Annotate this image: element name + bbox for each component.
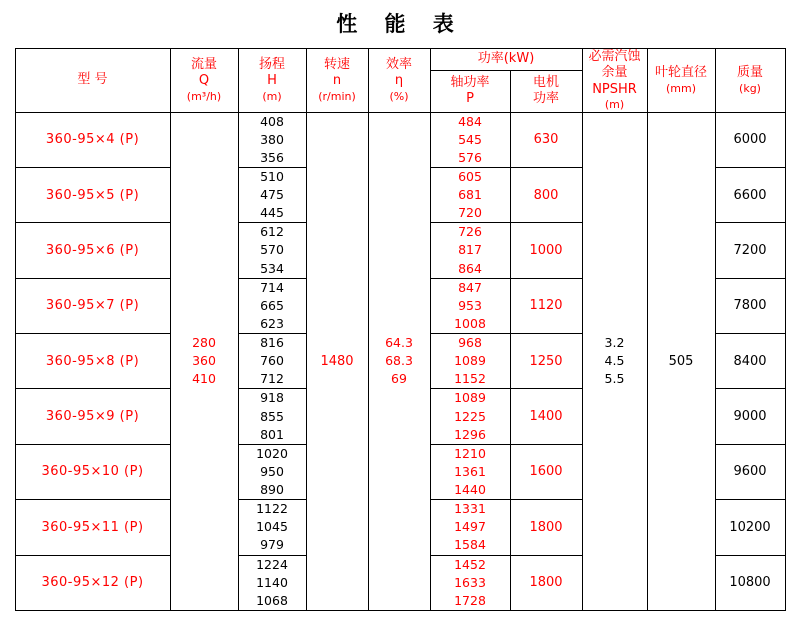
cell-head: [238, 389, 306, 444]
head-value: 760: [260, 353, 284, 369]
head-value: 918: [260, 390, 284, 406]
head-value: 380: [260, 131, 284, 147]
cell-head: [238, 500, 306, 555]
head-value: 1140: [256, 574, 288, 590]
head-value: 665: [260, 297, 284, 313]
header-efficiency-name: 效率: [385, 57, 412, 73]
head-value: 623: [260, 315, 284, 331]
header-shaft-power: [430, 70, 510, 112]
cell-head: [238, 278, 306, 333]
cell-motor-power: 1120: [510, 278, 582, 333]
shaft-power-value: 1331: [454, 501, 486, 517]
flow-value: 410: [192, 371, 216, 387]
header-efficiency-symbol: η: [394, 73, 404, 89]
header-shaft-power-symbol: P: [466, 91, 474, 107]
cell-model: 360-95×4 (P): [15, 112, 170, 167]
cell-shaft-power: [430, 167, 510, 222]
shaft-power-value: 576: [458, 149, 482, 165]
flow-value: 360: [192, 353, 216, 369]
header-speed-symbol: n: [332, 73, 342, 89]
shaft-power-value: 1497: [454, 519, 486, 535]
head-value: 714: [260, 279, 284, 295]
shaft-power-value: 484: [458, 113, 482, 129]
shaft-power-value: 1089: [454, 353, 486, 369]
header-weight-name: 质量: [736, 65, 763, 81]
cell-shaft-power: [430, 389, 510, 444]
cell-motor-power: 1400: [510, 389, 582, 444]
cell-motor-power: 1800: [510, 555, 582, 610]
header-npshr-name: 必需汽蚀余量: [588, 49, 641, 81]
cell-head: [238, 444, 306, 499]
shaft-power-value: 1152: [454, 371, 486, 387]
head-value: 475: [260, 187, 284, 202]
cell-motor-power: 800: [510, 167, 582, 222]
cell-motor-power: 1600: [510, 444, 582, 499]
head-value: 510: [260, 168, 284, 184]
header-efficiency-unit: (%): [389, 89, 409, 103]
shaft-power-value: 1210: [454, 445, 486, 461]
header-speed-name: 转速: [323, 57, 350, 73]
cell-weight: 9000: [715, 389, 785, 444]
shaft-power-value: 864: [458, 260, 482, 276]
cell-head: [238, 167, 306, 222]
efficiency-value: 69: [391, 371, 407, 387]
head-value: 890: [260, 482, 284, 497]
shaft-power-value: 968: [458, 335, 482, 350]
header-model: [15, 49, 170, 113]
performance-table: [15, 48, 786, 611]
shaft-power-value: 1728: [454, 592, 486, 608]
shaft-power-value: 1225: [454, 408, 486, 424]
cell-weight: 7800: [715, 278, 785, 333]
shaft-power-value: 1584: [454, 537, 486, 553]
table-header-row: [15, 49, 785, 71]
npshr-value: 5.5: [604, 371, 625, 387]
head-value: 801: [260, 426, 284, 442]
cell-head: [238, 223, 306, 278]
cell-model: 360-95×6 (P): [15, 223, 170, 278]
cell-shaft-power: [430, 444, 510, 499]
shaft-power-value: 847: [458, 279, 482, 295]
header-flow: [170, 49, 238, 113]
shaft-power-value: 726: [458, 224, 482, 240]
head-value: 855: [260, 408, 284, 424]
cell-model: 360-95×10 (P): [15, 444, 170, 499]
header-weight-unit: (kg): [739, 81, 761, 95]
header-power-group-label: 功率(kW): [477, 51, 535, 67]
header-speed: [306, 49, 368, 113]
cell-motor-power: 1250: [510, 334, 582, 389]
table-row: [15, 112, 785, 167]
cell-weight: 6000: [715, 112, 785, 167]
cell-weight: 7200: [715, 223, 785, 278]
cell-speed: 1480: [306, 112, 368, 610]
npshr-value: 3.2: [604, 335, 625, 350]
cell-shaft-power: [430, 278, 510, 333]
header-head-symbol: H: [267, 73, 277, 89]
cell-model: 360-95×7 (P): [15, 278, 170, 333]
header-flow-unit: (m³/h): [186, 89, 222, 103]
header-shaft-power-name: 轴功率: [450, 74, 490, 90]
header-motor-power-symbol: 功率: [532, 91, 559, 107]
shaft-power-value: 1452: [454, 556, 486, 572]
cell-shaft-power: [430, 500, 510, 555]
cell-model: 360-95×8 (P): [15, 334, 170, 389]
header-speed-unit: (r/min): [318, 89, 356, 103]
head-value: 356: [260, 149, 284, 165]
shaft-power-value: 720: [458, 205, 482, 221]
table-body: [15, 112, 785, 610]
head-value: 1045: [256, 519, 288, 535]
cell-shaft-power: [430, 555, 510, 610]
header-npshr-unit: (m): [604, 97, 625, 111]
header-head-name: 扬程: [258, 57, 285, 73]
header-motor-power: [510, 70, 582, 112]
shaft-power-value: 1296: [454, 426, 486, 442]
shaft-power-value: 681: [458, 187, 482, 202]
shaft-power-value: 1361: [454, 463, 486, 479]
cell-shaft-power: [430, 112, 510, 167]
cell-head: [238, 555, 306, 610]
header-head-unit: (m): [262, 89, 282, 103]
shaft-power-value: 1008: [454, 315, 486, 331]
cell-shaft-power: [430, 223, 510, 278]
header-impeller-unit: (mm): [665, 81, 696, 95]
shaft-power-value: 1440: [454, 482, 486, 497]
page-title: 性 能 表: [336, 12, 464, 36]
header-impeller-name: 叶轮直径: [654, 65, 707, 81]
shaft-power-value: 605: [458, 168, 482, 184]
cell-model: 360-95×12 (P): [15, 555, 170, 610]
head-value: 816: [260, 335, 284, 350]
cell-weight: 10800: [715, 555, 785, 610]
header-flow-name: 流量: [190, 57, 217, 73]
shaft-power-value: 1633: [454, 574, 486, 590]
header-impeller: [647, 49, 715, 113]
head-value: 950: [260, 463, 284, 479]
header-npshr-symbol: NPSHR: [592, 81, 637, 97]
cell-efficiency: [368, 112, 430, 610]
cell-model: 360-95×11 (P): [15, 500, 170, 555]
head-value: 445: [260, 205, 284, 221]
cell-head: [238, 112, 306, 167]
cell-shaft-power: [430, 334, 510, 389]
head-value: 1020: [256, 445, 288, 461]
efficiency-value: 64.3: [385, 335, 413, 350]
shaft-power-value: 1089: [454, 390, 486, 406]
flow-value: 280: [192, 335, 216, 350]
head-value: 534: [260, 260, 284, 276]
shaft-power-value: 545: [458, 131, 482, 147]
cell-impeller: 505: [647, 112, 715, 610]
head-value: 408: [260, 113, 284, 129]
header-power-group: [430, 49, 582, 71]
cell-model: 360-95×9 (P): [15, 389, 170, 444]
cell-motor-power: 1000: [510, 223, 582, 278]
header-model-label: 型 号: [77, 72, 108, 88]
cell-motor-power: 630: [510, 112, 582, 167]
npshr-value: 4.5: [604, 353, 625, 369]
cell-weight: 9600: [715, 444, 785, 499]
cell-weight: 8400: [715, 334, 785, 389]
head-value: 1224: [256, 556, 288, 572]
shaft-power-value: 953: [458, 297, 482, 313]
head-value: 1122: [256, 501, 288, 517]
header-npshr: [582, 49, 647, 113]
cell-weight: 10200: [715, 500, 785, 555]
header-flow-symbol: Q: [198, 73, 210, 89]
head-value: 979: [260, 537, 284, 553]
header-head: [238, 49, 306, 113]
header-motor-power-name: 电机: [532, 74, 559, 90]
cell-flow: [170, 112, 238, 610]
head-value: 712: [260, 371, 284, 387]
header-efficiency: [368, 49, 430, 113]
cell-motor-power: 1800: [510, 500, 582, 555]
cell-weight: 6600: [715, 167, 785, 222]
cell-head: [238, 334, 306, 389]
head-value: 1068: [256, 592, 288, 608]
shaft-power-value: 817: [458, 242, 482, 258]
efficiency-value: 68.3: [385, 353, 413, 369]
header-weight: [715, 49, 785, 113]
cell-model: 360-95×5 (P): [15, 167, 170, 222]
cell-npshr: [582, 112, 647, 610]
head-value: 612: [260, 224, 284, 240]
head-value: 570: [260, 242, 284, 258]
